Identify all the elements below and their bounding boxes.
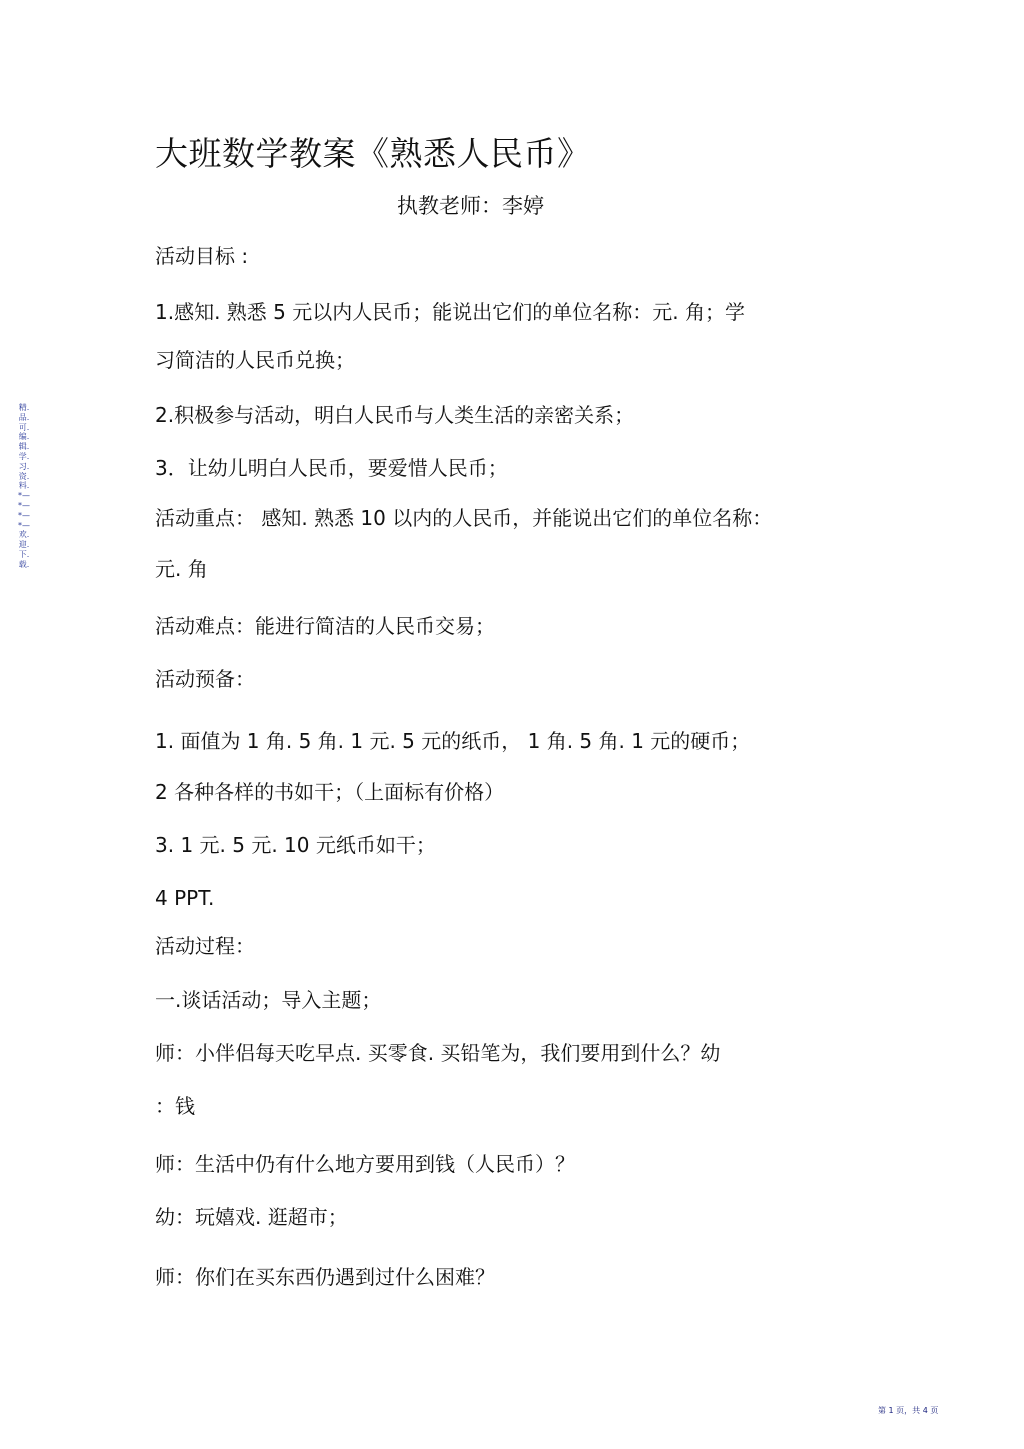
text-line: 1. 面值为 1 角. 5 角. 1 元. 5 元的纸币， 1 角. 5 角. 1 元的硬币； xyxy=(155,729,751,753)
text-line: 幼：玩嬉戏. 逛超市； xyxy=(155,1205,348,1229)
text-line: 3. 1 元. 5 元. 10 元纸币如干； xyxy=(155,833,436,857)
document-title: 大班数学教案《熟悉人民币》 xyxy=(155,134,591,173)
text-line: 3．让幼儿明白人民币，要爱惜人民币； xyxy=(155,456,508,480)
text-line: 活动重点： 感知. 熟悉 10 以内的人民币，并能说出它们的单位名称： xyxy=(155,506,773,530)
text-line: 2.积极参与活动，明白人民币与人类生活的亲密关系； xyxy=(155,403,635,427)
teacher-name: 执教老师：李婷 xyxy=(397,194,544,218)
text-line: 元. 角 xyxy=(155,557,208,581)
text-line: 活动难点：能进行简洁的人民币交易； xyxy=(155,614,495,638)
text-line: 活动目标 : xyxy=(155,244,249,268)
text-line: 一.谈话活动；导入主题； xyxy=(155,988,382,1012)
text-line: 活动过程： xyxy=(155,934,255,958)
text-line: 习简洁的人民币兑换； xyxy=(155,348,355,372)
text-line: 师：生活中仍有什么地方要用到钱（人民币）？ xyxy=(155,1152,575,1176)
page-number: 第 1 页，共 4 页 xyxy=(878,1406,939,1415)
text-line: 2 各种各样的书如干；（上面标有价格） xyxy=(155,780,505,804)
text-line: 4 PPT. xyxy=(155,886,215,910)
text-line: 活动预备： xyxy=(155,667,255,691)
text-line: 1.感知. 熟悉 5 元以内人民币；能说出它们的单位名称：元. 角；学 xyxy=(155,300,745,324)
text-line: ：钱 xyxy=(155,1094,195,1118)
side-watermark-text: 精.品.可.编.辑.学.习.资.料.*—*—*—*—欢.迎.下.载. xyxy=(18,403,30,569)
text-line: 师：你们在买东西仍遇到过什么困难？ xyxy=(155,1265,495,1289)
text-line: 师：小伴侣每天吃早点. 买零食. 买铅笔为，我们要用到什么？幼 xyxy=(155,1041,721,1065)
